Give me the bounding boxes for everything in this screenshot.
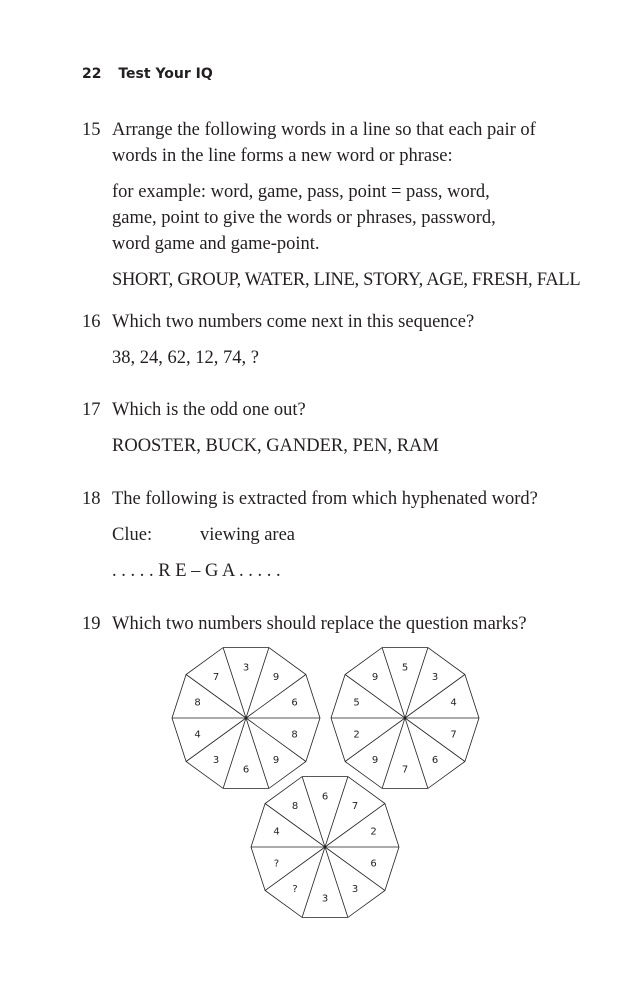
segment-number: 2 xyxy=(353,729,360,741)
segment-number: 6 xyxy=(370,858,377,870)
segment-number: 7 xyxy=(401,764,409,776)
segment-number: 4 xyxy=(273,826,280,838)
word-list: SHORT, GROUP, WATER, LINE, STORY, AGE, FRESH, FALL xyxy=(112,270,581,290)
segment-number: 8 xyxy=(291,801,299,813)
segment-number: 9 xyxy=(272,672,280,684)
segment-divider xyxy=(302,847,325,917)
segment-number: 3 xyxy=(431,672,439,684)
segment-number: 7 xyxy=(351,801,359,813)
question-text: Which two numbers should replace the question marks? xyxy=(112,614,527,634)
question-text: The following is extracted from which hyphenated word? xyxy=(112,489,538,509)
question-number: 19 xyxy=(82,614,101,634)
segment-number: ? xyxy=(292,883,298,895)
segment-divider xyxy=(382,648,405,718)
word-pattern: . . . . . R E – G A . . . . . xyxy=(112,561,281,581)
segment-number: 9 xyxy=(371,672,379,684)
segment-divider xyxy=(325,847,348,917)
segment-number: 3 xyxy=(242,662,250,674)
segment-number: 3 xyxy=(321,893,329,905)
wheel-top-left xyxy=(172,648,320,789)
example-text-line: game, point to give the words or phrases, password, xyxy=(112,208,496,228)
wheel-top-right xyxy=(331,648,479,789)
segment-number: 4 xyxy=(450,697,457,709)
segment-number: 5 xyxy=(401,662,409,674)
segment-number: 3 xyxy=(212,754,220,766)
segment-number: 4 xyxy=(194,729,201,741)
question-number: 18 xyxy=(82,489,101,509)
example-text-line: word game and game-point. xyxy=(112,234,320,254)
segment-divider xyxy=(405,718,428,788)
question-number: 15 xyxy=(82,120,101,140)
page-number: 22 xyxy=(82,66,102,82)
segment-number: 6 xyxy=(291,697,298,709)
segment-number: 7 xyxy=(450,729,457,741)
example-text-line: for example: word, game, pass, point = pass, word, xyxy=(112,182,490,202)
segment-number: 3 xyxy=(351,883,359,895)
segment-number: 6 xyxy=(321,791,329,803)
number-sequence: 38, 24, 62, 12, 74, ? xyxy=(112,348,259,368)
segment-number: 6 xyxy=(431,754,439,766)
question-text-line: words in the line forms a new word or phrase: xyxy=(112,146,453,166)
segment-divider xyxy=(405,648,428,718)
segment-divider xyxy=(246,648,269,718)
segment-number: ? xyxy=(273,858,280,870)
segment-divider xyxy=(223,718,246,788)
question-text: Which two numbers come next in this sequence? xyxy=(112,312,475,332)
wheel-bottom xyxy=(251,777,399,918)
segment-divider xyxy=(325,777,348,847)
segment-number: 6 xyxy=(242,764,250,776)
question-text: Which is the odd one out? xyxy=(112,400,306,420)
segment-number: 8 xyxy=(291,729,298,741)
segment-divider xyxy=(302,777,325,847)
segment-number: 9 xyxy=(272,754,280,766)
segment-divider xyxy=(246,718,269,788)
segment-divider xyxy=(382,718,405,788)
segment-number: 9 xyxy=(371,754,379,766)
segment-number: 8 xyxy=(194,697,201,709)
book-title: Test Your IQ xyxy=(118,66,213,82)
segment-number: 2 xyxy=(370,826,377,838)
question-text-line: Arrange the following words in a line so that each pair of xyxy=(112,120,536,140)
clue-value: viewing area xyxy=(200,525,296,545)
segment-number: 7 xyxy=(212,672,220,684)
segment-number: 5 xyxy=(353,697,360,709)
question-number: 16 xyxy=(82,312,101,332)
question-number: 17 xyxy=(82,400,101,420)
clue-label: Clue: xyxy=(112,525,153,545)
segment-divider xyxy=(223,648,246,718)
answer-options: ROOSTER, BUCK, GANDER, PEN, RAM xyxy=(112,436,439,456)
